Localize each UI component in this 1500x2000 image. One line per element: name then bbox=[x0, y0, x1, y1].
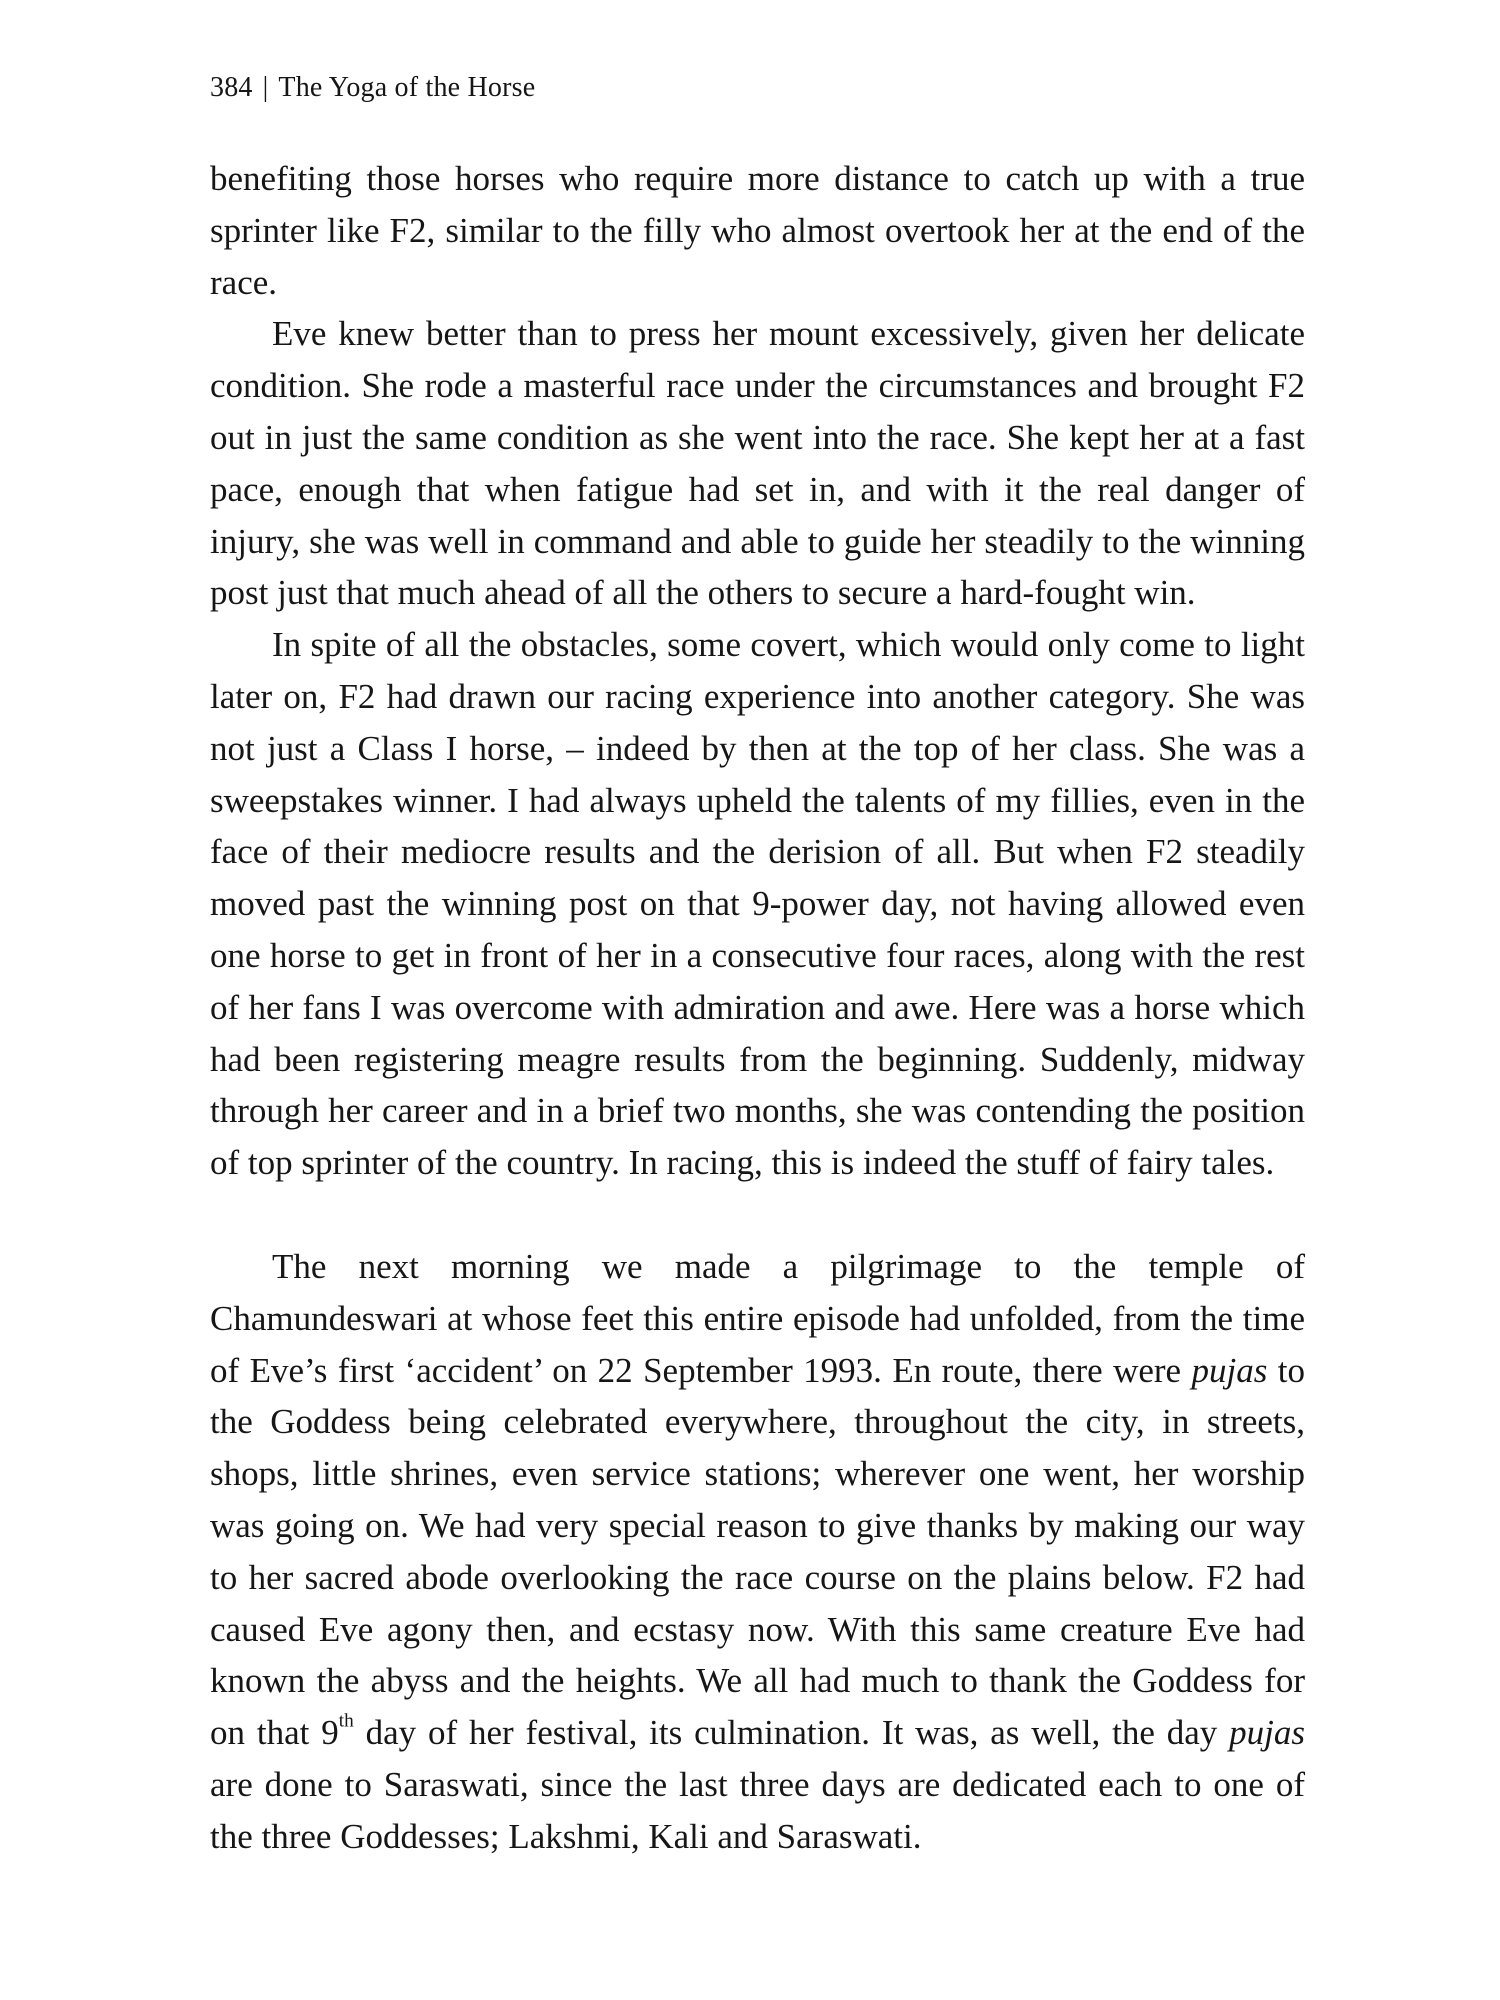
paragraph-obstacles: In spite of all the obstacles, some covert, which would only come to light later on, F2 had drawn our racing experience into another category. She was not just a Class I horse, – indeed by then at the top of her class. She was a sweepstakes winner. I had always upheld the talents of my fillies, even in the face of their mediocre results and the derision of all. But when F2 steadily moved past the winning post on that 9-power day, not having allowed even one horse to get in front of her in a consecutive four races, along with the rest of her fans I was overcome with admiration and awe. Here was a horse which had been registering meagre results from the beginning. Suddenly, midway through her career and in a brief two months, she was contending the position of top sprinter of the country. In racing, this is indeed the stuff of fairy tales. bbox=[210, 625, 1305, 1183]
header-separator: | bbox=[262, 72, 269, 103]
book-title: The Yoga of the Horse bbox=[278, 72, 536, 103]
ordinal-superscript: th bbox=[338, 1710, 354, 1732]
page-number: 384 bbox=[210, 72, 253, 103]
text-run: are done to Saraswati, since the last three days are dedicated each to one of the three Goddesses; Lakshmi, Kali and Saraswati. bbox=[210, 1764, 1305, 1856]
text-run: day of her festival, its culmination. It was, as well, the day bbox=[353, 1713, 1230, 1753]
text-run: The next morning we made a pilgrimage to the temple of Chamundeswari at whose feet this entire episode had unfolded, from the time of Eve’s first ‘accident’ on 22 September 1993. En route, there were bbox=[210, 1246, 1305, 1390]
italic-term: pujas bbox=[1229, 1713, 1305, 1753]
text-run: to the Goddess being celebrated everywhere, throughout the city, in streets, shops, little shrines, even service stations; wherever one went, her worship was going on. We had very special reason to give thanks by making our way to her sacred abode overlooking the race course on the plains below. F2 had caused Eve agony then, and ecstasy now. With this same creature Eve had known the abyss and the heights. We all had much to thank the Goddess for on that 9 bbox=[210, 1350, 1305, 1753]
body-text bbox=[210, 153, 1305, 1863]
italic-term: pujas bbox=[1191, 1350, 1268, 1390]
paragraph-pilgrimage bbox=[210, 1241, 1305, 1863]
running-head bbox=[210, 68, 535, 108]
paragraph-continued: benefiting those horses who require more distance to catch up with a true sprinter like F2, similar to the filly who almost overtook her at the end of the race. bbox=[210, 159, 1305, 302]
paragraph-eve-race: Eve knew better than to press her mount excessively, given her delicate condition. She rode a masterful race under the circumstances and brought F2 out in just the same condition as she went into the race. She kept her at a fast pace, enough that when fatigue had set in, and with it the real danger of injury, she was well in command and able to guide her steadily to the winning post just that much ahead of all the others to secure a hard-fought win. bbox=[210, 314, 1305, 613]
